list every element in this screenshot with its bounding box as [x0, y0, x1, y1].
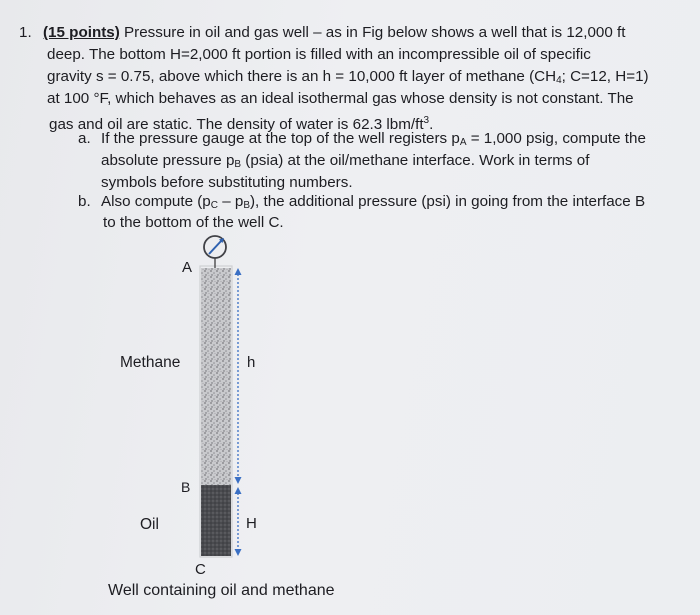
problem-line-3-text-b: ; C=12, H=1): [561, 68, 649, 85]
part-b-marker: b.: [78, 193, 91, 210]
label-h-big: H: [246, 515, 257, 532]
part-a-line-2-text-b: (psia) at the oil/methane interface. Work in terms of: [241, 152, 590, 169]
part-a-line-3-text: symbols before substituting numbers.: [101, 174, 353, 191]
part-a-marker: a.: [78, 130, 91, 147]
methane-column: [201, 268, 231, 485]
problem-line-5-text-b: .: [429, 116, 434, 133]
pc-subscript: C: [210, 200, 218, 211]
oil-column: [201, 485, 231, 556]
h-arrow-top: [235, 268, 242, 275]
part-b-line-1-text-a: Also compute (p: [101, 193, 211, 210]
label-b: B: [181, 479, 191, 495]
ft3-superscript: 3: [423, 115, 430, 126]
problem-line-1-text: Pressure in oil and gas well – as in Fig below shows a well that is 12,000 ft: [119, 24, 626, 41]
label-a: A: [182, 259, 193, 276]
figure-caption: Well containing oil and methane: [108, 582, 335, 599]
pa-subscript: A: [459, 137, 467, 148]
problem-line-3-text-a: gravity s = 0.75, above which there is an h = 10,000 ft layer of methane (CH: [47, 68, 557, 85]
label-oil: Oil: [140, 516, 159, 533]
part-a-line-1-text-b: = 1,000 psig, compute the: [466, 130, 646, 147]
part-b-line-2-text: to the bottom of the well C.: [103, 214, 284, 231]
problem-number: 1.: [19, 24, 32, 41]
part-b-line-1-text-b: ), the additional pressure (psi) in going from the interface B: [250, 193, 646, 210]
ch4-subscript: 4: [556, 75, 562, 86]
h-arrow-bottom: [235, 477, 242, 484]
H-arrow-top: [235, 487, 242, 494]
label-c: C: [195, 561, 206, 578]
label-methane: Methane: [120, 354, 181, 371]
H-arrow-bottom: [235, 549, 242, 556]
part-b-line-1-text-mid: – p: [217, 193, 244, 210]
points-label: (15 points): [43, 24, 120, 41]
problem-line-2-text: deep. The bottom H=2,000 ft portion is filled with an incompressible oil of specific: [47, 46, 591, 63]
gauge-needle: [209, 240, 222, 254]
part-a-line-1-text-a: If the pressure gauge at the top of the well registers p: [101, 130, 460, 147]
pb-subscript: B: [234, 159, 242, 170]
label-h-small: h: [247, 354, 256, 371]
problem-line-5-text-a: gas and oil are static. The density of water is 62.3 lbm/ft: [49, 116, 424, 133]
pb2-subscript: B: [243, 200, 250, 211]
problem-line-4-text: at 100 °F, which behaves as an ideal isothermal gas whose density is not constant. The: [47, 90, 634, 107]
part-a-line-2-text-a: absolute pressure p: [101, 152, 235, 169]
